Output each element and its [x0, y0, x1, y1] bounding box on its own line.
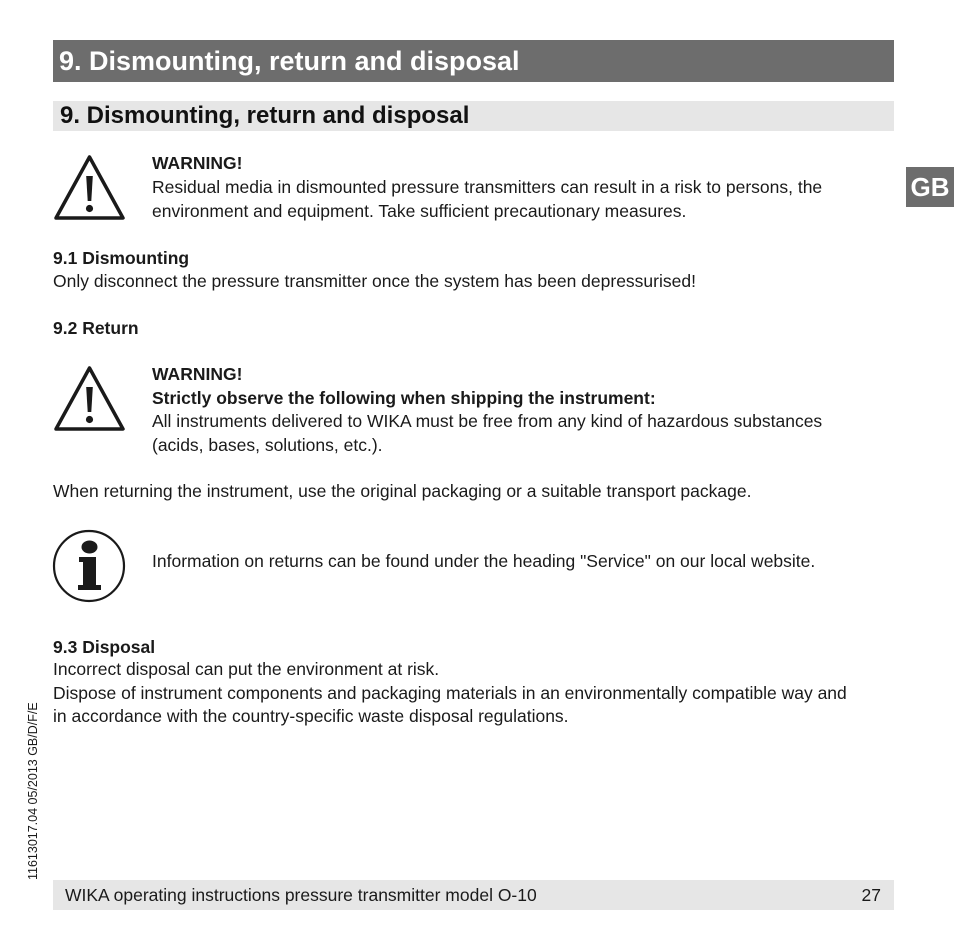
info-icon	[52, 529, 126, 603]
warning-text-line: Residual media in dismounted pressure transmitters can result in a risk to persons, the	[152, 177, 823, 197]
footer-text: WIKA operating instructions pressure transmitter model O-10	[65, 885, 537, 905]
warning-subheading: Strictly observe the following when shipping the instrument:	[152, 388, 656, 408]
disposal-text-line: Incorrect disposal can put the environment at risk.	[53, 659, 440, 679]
dismounting-text: Only disconnect the pressure transmitter once the system has been depressurised!	[53, 271, 696, 291]
info-text: Information on returns can be found under the heading "Service" on our local website.	[152, 551, 816, 571]
return-packaging-text: When returning the instrument, use the original packaging or a suitable transport package.	[53, 481, 752, 501]
document-code: 11613017.04 05/2013 GB/D/F/E	[26, 702, 40, 880]
subsection-heading-return: 9.2 Return	[53, 318, 139, 338]
subsection-heading-disposal: 9.3 Disposal	[53, 637, 156, 657]
section-title: 9. Dismounting, return and disposal	[60, 102, 470, 129]
language-tab: GB	[906, 167, 954, 207]
subsection-heading-dismounting: 9.1 Dismounting	[53, 248, 190, 268]
warning-text-line: (acids, bases, solutions, etc.).	[152, 435, 383, 455]
disposal-text-line: in accordance with the country-specific waste disposal regulations.	[53, 706, 569, 726]
disposal-text-line: Dispose of instrument components and packaging materials in an environmentally compatible way and	[53, 683, 847, 703]
warning-heading: WARNING!	[152, 364, 243, 384]
footer-bar	[53, 880, 894, 910]
warning-triangle-icon	[53, 154, 126, 221]
warning-text-line: environment and equipment. Take sufficient precautionary measures.	[152, 201, 687, 221]
page-title-bar	[53, 40, 894, 82]
warning-heading: WARNING!	[152, 153, 243, 173]
section-title-bar	[53, 101, 894, 131]
page-title: 9. Dismounting, return and disposal	[59, 46, 520, 76]
page-number: 27	[861, 885, 881, 905]
warning-triangle-icon	[53, 365, 126, 432]
warning-text-line: All instruments delivered to WIKA must be free from any kind of hazardous substances	[152, 411, 823, 431]
